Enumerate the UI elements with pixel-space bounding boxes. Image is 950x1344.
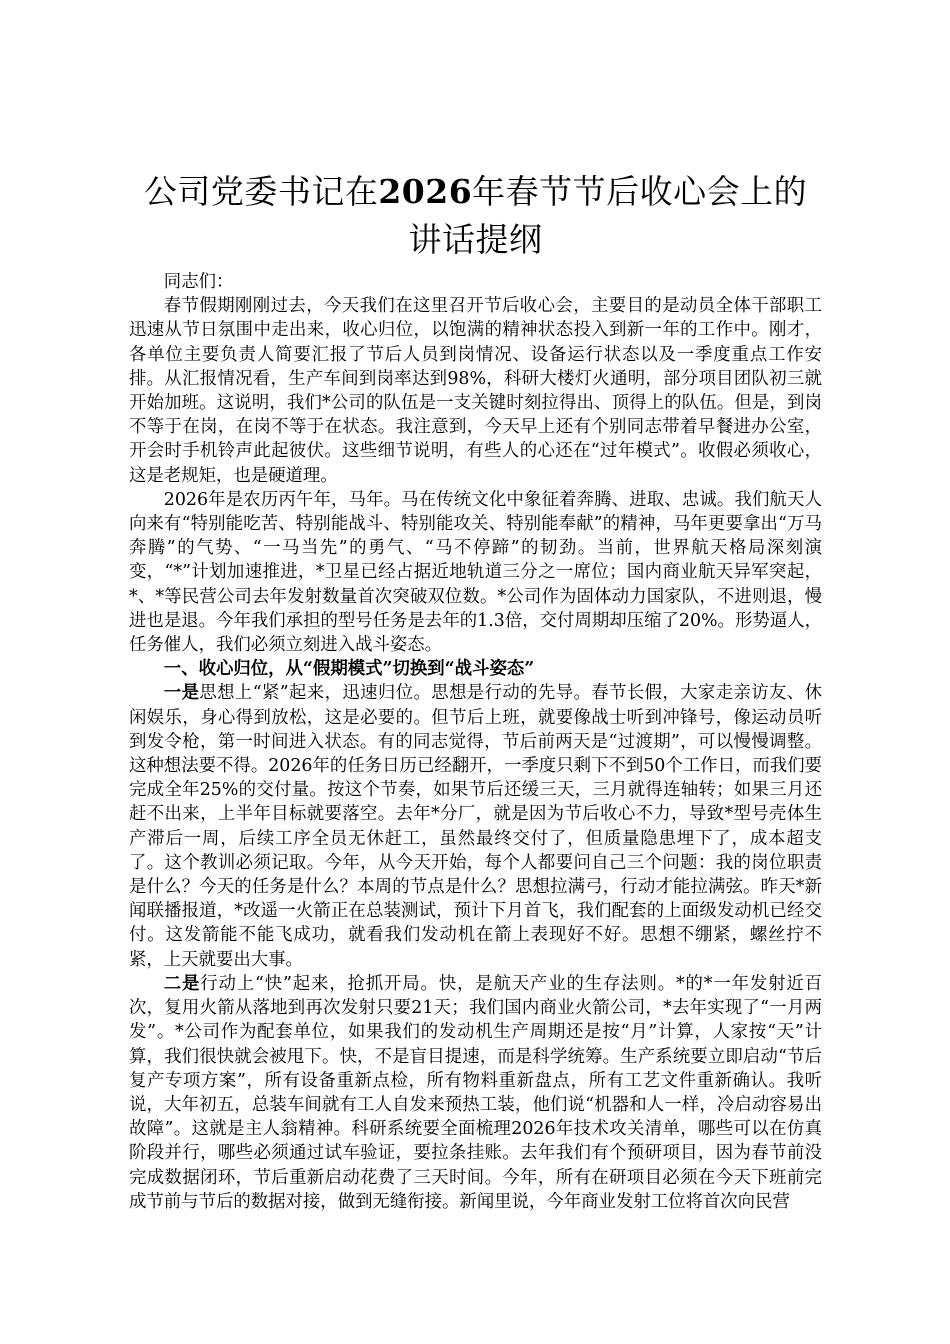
paragraph-year-context: 2026年是农历丙午年，马年。马在传统文化中象征着奔腾、进取、忠诚。我们航天人向来有“特别能吃苦、特别能战斗、特别能攻关、特别能奉献”的精神，马年更要拿出“万马奔腾”的气势、“一马当先”的勇气、“马不停蹄”的韧劲。当前，世界航天格局深刻演变，“*”计划加速推进，*卫星已经占据近地轨道三分之一席位；国内商业航天异军突起，*、*等民营公司去年发射数量首次突破双位数。*公司作为固体动力国家队，不进则退，慢进也是退。今年我们承担的型号任务是去年的1.3倍，交付周期却压缩了20%。形势逼人，任务催人，我们必须立刻进入战斗姿态。 [129, 489, 822, 656]
paragraph-intro: 春节假期刚刚过去，今天我们在这里召开节后收心会，主要目的是动员全体干部职工迅速从节日氛围中走出来，收心归位，以饱满的精神状态投入到新一年的工作中。刚才，各单位主要负责人简要汇报了节后人员到岗情况、设备运行状态以及一季度重点工作安排。从汇报情况看，生产车间到岗率达到98%，科研大楼灯火通明，部分项目团队初三就开始加班。这说明，我们*公司的队伍是一支关键时刻拉得出、顶得上的队伍。但是，到岗不等于在岗，在岗不等于在状态。我注意到，今天早上还有个别同志带着早餐进办公室，开会时手机铃声此起彼伏。这些细节说明，有些人的心还在“过年模式”。收假必须收心，这是老规矩，也是硬道理。 [129, 296, 822, 486]
item-1-text: 思想上“紧”起来，迅速归位。思想是行动的先导。春节长假，大家走亲访友、休闲娱乐，身心得到放松，这是必要的。但节后上班，就要像战士听到冲锋号，像运动员听到发令枪，第一时间进入状态。有的同志觉得，节后前两天是“过渡期”，可以慢慢调整。这种想法要不得。2026年的任务日历已经翻开，一季度只剩下不到50个工作日，而我们要完成全年25%的交付量。按这个节奏，如果节后还缓三天，三月就得连轴转；如果三月还赶不出来，上半年目标就要落空。去年*分厂，就是因为节后收心不力，导致*型号壳体生产滞后一周，后续工序全员无休赶工，虽然最终交付了，但质量隐患埋下了，成本超支了。这个教训必须记取。今年，从今天开始，每个人都要问自己三个问题：我的岗位职责是什么？今天的任务是什么？本周的节点是什么？思想拉满弓，行动才能拉满弦。昨天*新闻联播报道，*改遥一火箭正在总装测试，预计下月首飞，我们配套的上面级发动机已经交付。这发箭能不能飞成功，就看我们发动机在箭上表现好不好。思想不绷紧，螺丝拧不紧，上天就要出大事。 [129, 683, 822, 970]
item-2-lead: 二是 [163, 973, 201, 994]
title-year: 2026 [378, 172, 473, 211]
item-2-text: 行动上“快”起来，抢抓开局。快，是航天产业的生存法则。*的*一年发射近百次，复用火箭从落地到再次发射只要21天；我们国内商业火箭公司，*去年实现了“一月两发”。*公司作为配套单位，如果我们的发动机生产周期还是按“月”计算，人家按“天”计算，我们很快就会被甩下。快，不是盲目提速，而是科学统筹。生产系统要立即启动“节后复产专项方案”，所有设备重新点检，所有物料重新盘点，所有工艺文件重新确认。我听说，大年初五，总装车间就有工人自发来预热工装，他们说“机器和人一样，冷启动容易出故障”。这就是主人翁精神。科研系统要全面梳理2026年技术攻关清单，哪些可以在仿真阶段并行，哪些必须通过试车验证，要拉条挂账。去年我们有个预研项目，因为春节前没完成数据闭环，节后重新启动花费了三天时间。今年，所有在研项目必须在今天下班前完成节前与节后的数据对接，做到无缝衔接。新闻里说，今年商业发射工位将首次向民营 [129, 973, 822, 1212]
item-1-lead: 一是 [163, 683, 200, 704]
section-1-item-2 [129, 972, 822, 1214]
section-1-item-1 [129, 681, 822, 971]
title-line2: 讲话提纲 [408, 220, 543, 259]
title-line1-part1: 公司党委书记在 [143, 172, 379, 211]
section-heading-1: 一、收心归位，从“假期模式”切换到“战斗姿态” [163, 659, 535, 680]
title-line1-part2: 年春节节后收心会上的 [472, 172, 808, 211]
salutation: 同志们： [163, 272, 234, 292]
document-title [129, 168, 822, 264]
document-body [129, 270, 822, 1214]
